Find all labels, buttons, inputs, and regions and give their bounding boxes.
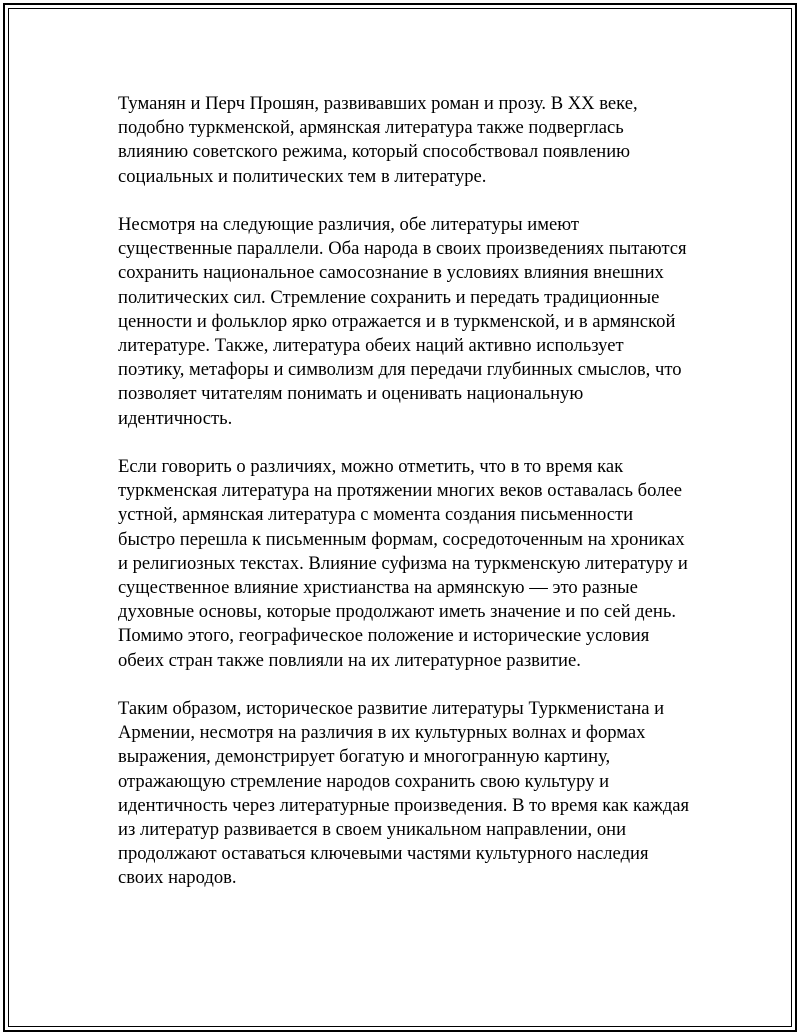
paragraph-2: [118, 213, 698, 431]
text-line: и религиозных текстах. Влияние суфизма на туркменскую литературу и: [118, 552, 688, 574]
paragraph-4: [118, 697, 698, 891]
document-body: [118, 92, 698, 915]
text-line: социальных и политических тем в литературе.: [118, 165, 487, 187]
text-line: отражающую стремление народов сохранить свою культуру и: [118, 770, 610, 792]
text-line: духовные основы, которые продолжают иметь значение и по сей день.: [118, 601, 676, 623]
text-line: из литератур развивается в своем уникальном направлении, они: [118, 819, 627, 841]
text-line: влиянию советского режима, который способствовал появлению: [118, 141, 631, 163]
text-line: подобно туркменской, армянская литература также подверглась: [118, 117, 624, 139]
text-line: поэтику, метафоры и символизм для передачи глубинных смыслов, что: [118, 359, 682, 381]
text-line: существенные параллели. Оба народа в своих произведениях пытаются: [118, 238, 687, 260]
text-line: своих народов.: [118, 867, 237, 889]
text-line: политических сил. Стремление сохранить и передать традиционные: [118, 286, 660, 308]
paragraph-1: [118, 92, 698, 189]
text-line: позволяет читателям понимать и оценивать национальную: [118, 383, 584, 405]
text-line: существенное влияние христианства на армянскую — это разные: [118, 577, 638, 599]
text-line: устной, армянская литература с момента создания письменности: [118, 504, 634, 526]
text-line: Несмотря на следующие различия, обе литературы имеют: [118, 214, 579, 235]
text-line: идентичность через литературные произведения. В то время как каждая: [118, 794, 690, 816]
text-line: идентичность.: [118, 407, 233, 429]
text-line: литературе. Также, литература обеих наций активно использует: [118, 335, 624, 357]
text-line: сохранить национальное самосознание в условиях влияния внешних: [118, 262, 664, 284]
text-line: быстро перешла к письменным формам, сосредоточенным на хрониках: [118, 528, 685, 550]
text-line: продолжают оставаться ключевыми частями культурного наследия: [118, 843, 649, 865]
text-line: Туманян и Перч Прошян, развивавших роман и прозу. В XX веке,: [118, 93, 638, 114]
text-line: Помимо этого, географическое положение и исторические условия: [118, 625, 650, 647]
text-line: выражения, демонстрирует богатую и многогранную картину,: [118, 746, 611, 768]
text-line: Таким образом, историческое развитие литературы Туркменистана и: [118, 698, 665, 720]
paragraph-3: [118, 455, 698, 673]
text-line: ценности и фольклор ярко отражается и в туркменской, и в армянской: [118, 310, 676, 332]
text-line: Если говорить о различиях, можно отметить, что в то время как: [118, 456, 624, 478]
text-line: обеих стран также повлияли на их литературное развитие.: [118, 649, 581, 671]
text-line: туркменская литература на протяжении многих веков оставалась более: [118, 480, 682, 502]
text-line: Армении, несмотря на различия в их культурных волнах и формах: [118, 722, 646, 744]
